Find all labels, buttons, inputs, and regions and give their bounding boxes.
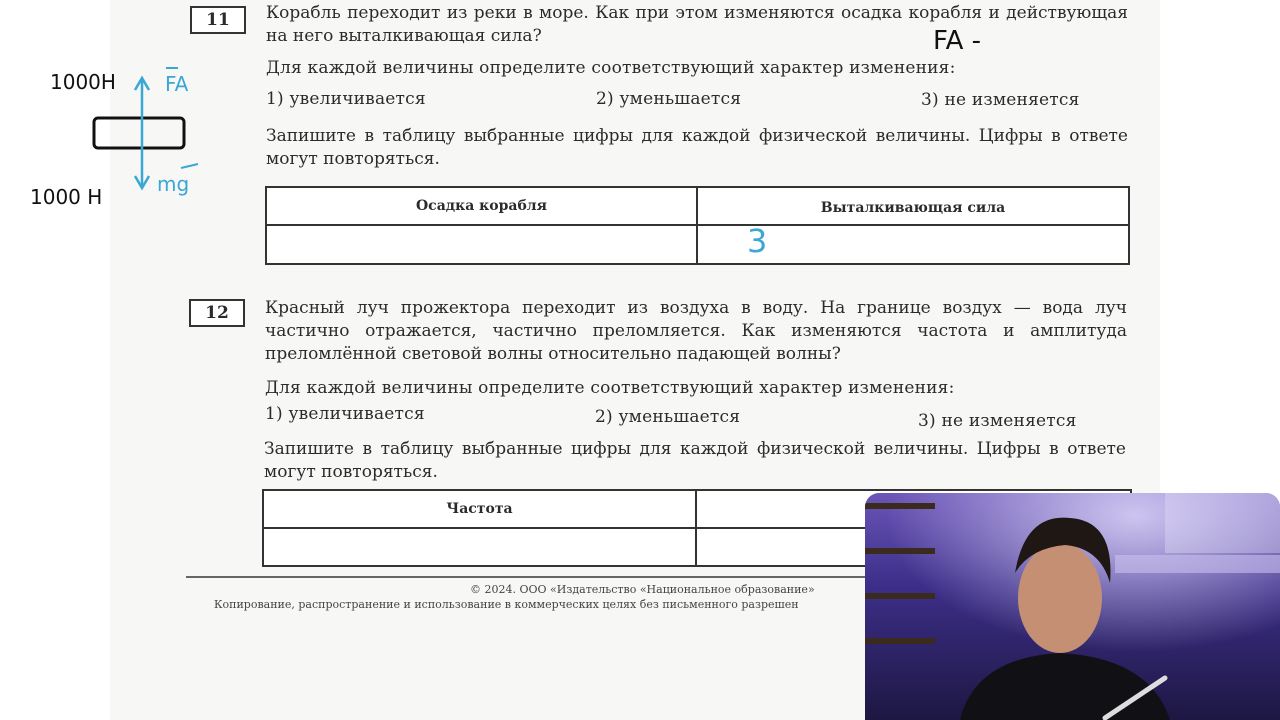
q11-option-1: 1) увеличивается (266, 89, 426, 109)
webcam-overlay (865, 493, 1280, 720)
question-12-write-instruction: Запишите в таблицу выбранные цифры для каждой физической величины. Цифры в ответе могут повторяться. (264, 439, 1126, 482)
q12-option-1: 1) увеличивается (265, 404, 425, 424)
annotation-mg-label: mg (157, 172, 190, 196)
question-11-text: Корабль переходит из реки в море. Как при этом изменяются осадка корабля и действующая на него выталкивающая сила? (266, 3, 1128, 46)
question-12-text: Красный луч прожектора переходит из воздуха в воду. На границе воздух — вода луч частично отражается, частично преломляется. Как изменяются частота и амплитуда преломлённой световой волны относительно падающей волны? (265, 298, 1127, 364)
question-number-12: 12 (189, 299, 245, 327)
table-header-frequency: Частота (446, 501, 513, 517)
question-number-11: 11 (190, 6, 246, 34)
presenter-video (865, 493, 1280, 720)
answer-table-11 (265, 186, 1130, 265)
answer-cell-draft[interactable] (267, 226, 696, 263)
q11-option-2: 2) уменьшается (596, 89, 742, 109)
question-12-instruction: Для каждой величины определите соответствующий характер изменения: (265, 378, 955, 398)
annotation-fa-label: FA (165, 72, 189, 96)
table-header-draft: Осадка корабля (415, 198, 548, 214)
answer-cell-buoyant-force[interactable]: 3 (747, 222, 768, 260)
annotation-force-bottom: 1000 Н (30, 185, 103, 209)
question-11-write-instruction: Запишите в таблицу выбранные цифры для каждой физической величины. Цифры в ответе могут повторяться. (266, 126, 1128, 169)
table-header-buoyant-force: Выталкивающая сила (820, 200, 1006, 216)
footer-divider (186, 576, 866, 578)
footer-copyright: © 2024. ООО «Издательство «Национальное образование» (470, 583, 815, 596)
footer-copying-notice: Копирование, распространение и использование в коммерческих целях без письменного разрешен (214, 598, 799, 611)
annotation-force-top: 1000Н (50, 70, 116, 94)
q12-option-2: 2) уменьшается (595, 407, 741, 427)
answer-cell-frequency[interactable] (264, 529, 695, 565)
ship-body-sketch (94, 118, 184, 148)
force-diagram-sketch (80, 60, 210, 210)
annotation-fa-right: FA - (933, 26, 982, 56)
q12-option-3: 3) не изменяется (918, 411, 1077, 431)
question-11-instruction: Для каждой величины определите соответствующий характер изменения: (266, 58, 956, 78)
q11-option-3: 3) не изменяется (921, 90, 1080, 110)
